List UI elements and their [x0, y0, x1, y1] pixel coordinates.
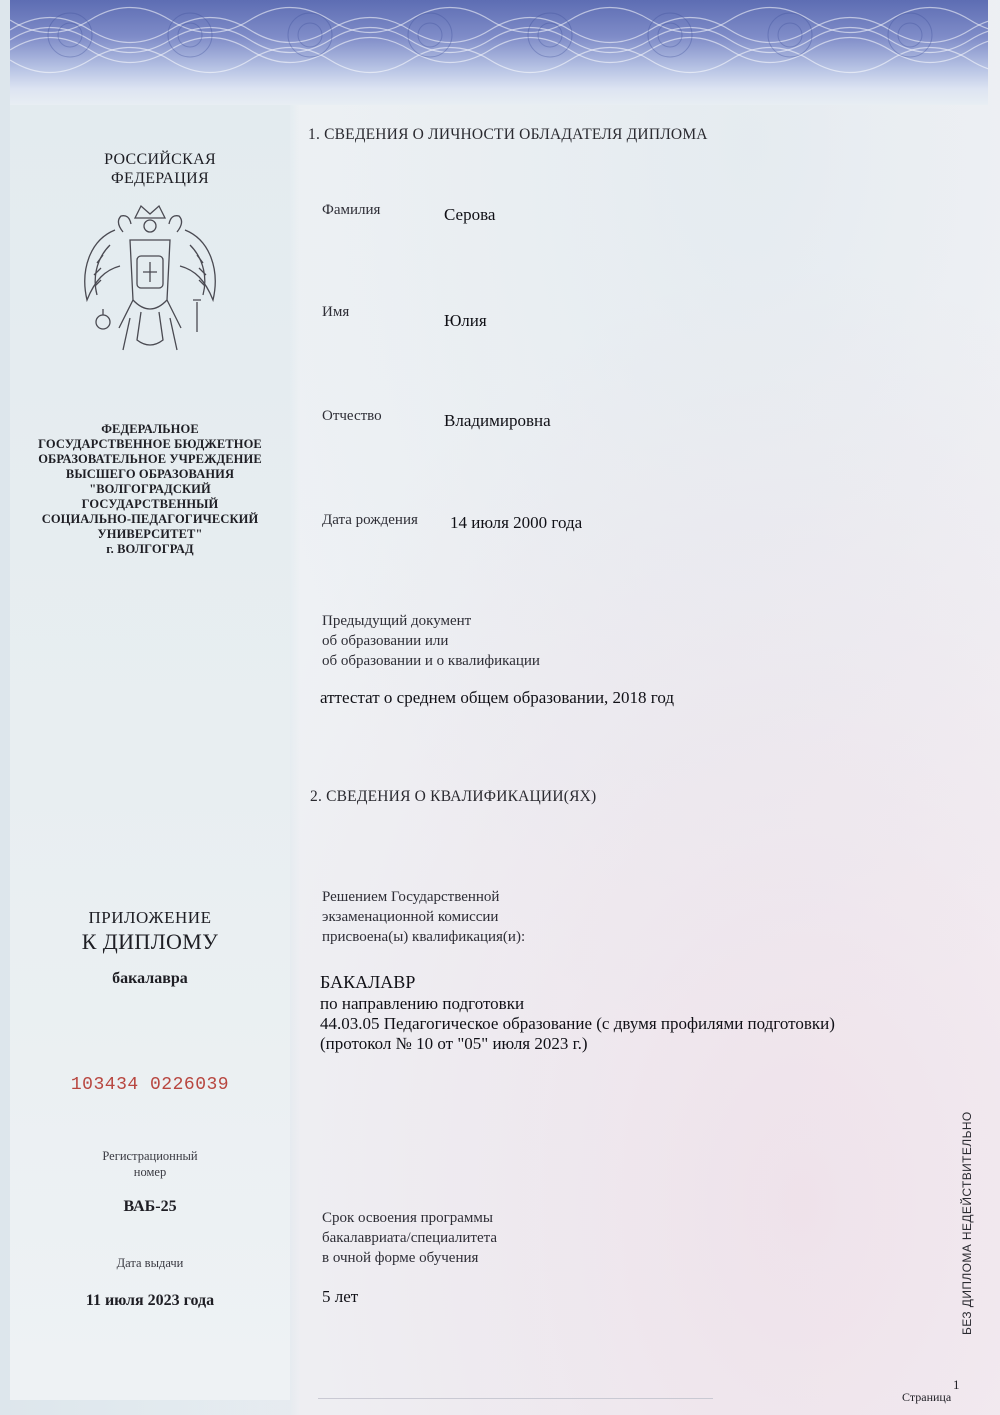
prev-doc-label-line: об образовании и о квалификации: [322, 653, 540, 669]
page-label: Страница: [902, 1390, 952, 1404]
country-name: [60, 150, 260, 188]
decision-line: присвоена(ы) квалификация(и):: [322, 929, 526, 945]
section-1-title: 1. СВЕДЕНИЯ О ЛИЧНОСТИ ОБЛАДАТЕЛЯ ДИПЛОМА: [308, 126, 708, 143]
name-value: Юлия: [444, 311, 487, 330]
country-line-2: ФЕДЕРАЦИЯ: [111, 170, 209, 187]
direction-details: [320, 994, 835, 1054]
qualification-value: БАКАЛАВР: [320, 972, 416, 992]
issue-date-label: Дата выдачи: [116, 1256, 184, 1270]
org-line: ГОСУДАРСТВЕННЫЙ: [81, 497, 219, 511]
birth-date-value: 14 июля 2000 года: [450, 513, 583, 532]
surname-label: Фамилия: [322, 202, 381, 218]
section-2-title: 2. СВЕДЕНИЯ О КВАЛИФИКАЦИИ(ЯХ): [310, 788, 597, 805]
direction-line: по направлению подготовки: [320, 994, 525, 1013]
appendix-line-1: ПРИЛОЖЕНИЕ: [88, 908, 212, 927]
bottom-divider: [318, 1398, 713, 1399]
org-line: ГОСУДАРСТВЕННОЕ БЮДЖЕТНОЕ: [38, 437, 262, 451]
term-label-line: бакалавриата/специалитета: [322, 1230, 498, 1246]
decision-line: экзаменационной комиссии: [322, 909, 499, 925]
previous-document-label: [322, 611, 540, 671]
org-line: г. ВОЛГОГРАД: [106, 542, 194, 556]
patronymic-label: Отчество: [322, 408, 382, 424]
issue-date: 11 июля 2023 года: [85, 1292, 215, 1309]
appendix-line-2: К ДИПЛОМУ: [81, 929, 219, 954]
term-label-line: в очной форме обучения: [322, 1250, 479, 1266]
direction-line: (протокол № 10 от "05" июля 2023 г.): [320, 1034, 588, 1053]
prev-doc-label-line: Предыдущий документ: [322, 613, 472, 629]
double-headed-eagle-icon: [75, 200, 225, 360]
registration-number: ВАБ-25: [123, 1198, 177, 1215]
org-line: УНИВЕРСИТЕТ": [97, 527, 203, 541]
study-term-value: 5 лет: [322, 1287, 359, 1306]
org-line: "ВОЛГОГРАДСКИЙ: [89, 482, 211, 496]
reg-label-line-1: Регистрационный: [102, 1149, 198, 1163]
term-label-line: Срок освоения программы: [322, 1210, 493, 1226]
decision-line: Решением Государственной: [322, 889, 500, 905]
reg-label-line-2: номер: [133, 1165, 167, 1179]
guilloche-pattern-icon: [10, 0, 988, 105]
birth-date-label: Дата рождения: [322, 512, 418, 528]
guilloche-banner: [10, 0, 988, 105]
org-line: ФЕДЕРАЛЬНОЕ: [101, 422, 199, 436]
org-line: ОБРАЗОВАТЕЛЬНОЕ УЧРЕЖДЕНИЕ: [38, 452, 262, 466]
prev-doc-label-line: об образовании или: [322, 633, 449, 649]
patronymic-value: Владимировна: [444, 411, 551, 430]
degree-level: бакалавра: [112, 970, 188, 987]
registration-label: [40, 1148, 260, 1180]
appendix-title: [40, 908, 260, 955]
validity-side-note: БЕЗ ДИПЛОМА НЕДЕЙСТВИТЕЛЬНО: [960, 1111, 974, 1335]
page-number: 1: [953, 1377, 960, 1392]
direction-line: 44.03.05 Педагогическое образование (с двумя профилями подготовки): [320, 1014, 835, 1033]
org-line: ВЫСШЕГО ОБРАЗОВАНИЯ: [65, 467, 235, 481]
country-line-1: РОССИЙСКАЯ: [104, 151, 216, 168]
surname-value: Серова: [444, 205, 496, 224]
serial-number: 103434 0226039: [70, 1075, 230, 1095]
study-term-label: [322, 1208, 497, 1268]
name-label: Имя: [322, 304, 350, 320]
qualification-decision-label: [322, 887, 525, 947]
previous-document-value: аттестат о среднем общем образовании, 2018 год: [320, 688, 675, 707]
org-line: СОЦИАЛЬНО-ПЕДАГОГИЧЕСКИЙ: [41, 512, 259, 526]
organization-name: [25, 422, 275, 557]
